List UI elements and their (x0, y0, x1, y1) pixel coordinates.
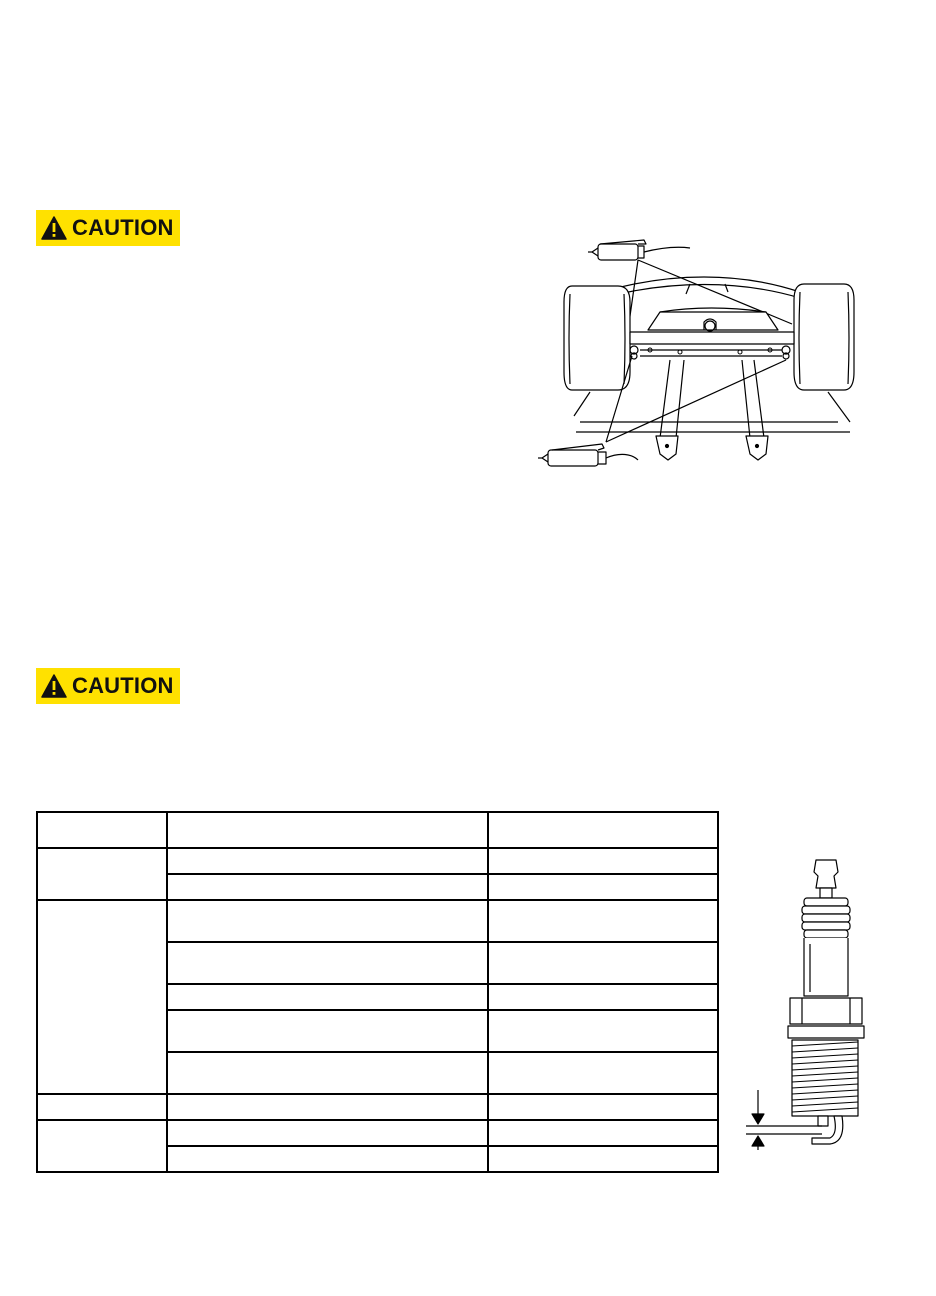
table-cell (488, 874, 718, 900)
table-row (37, 1094, 718, 1120)
caution-text: CAUTION (72, 215, 174, 240)
table-cell (167, 1146, 488, 1172)
table-cell (488, 1052, 718, 1094)
table-group-cell (37, 1094, 167, 1120)
table-cell (488, 984, 718, 1010)
warning-triangle-icon (41, 216, 67, 240)
table-group-cell (37, 848, 167, 900)
specification-table (36, 811, 719, 1173)
right-tire (794, 284, 854, 390)
table-cell (167, 874, 488, 900)
spark-plug-figure (738, 852, 868, 1156)
table-row (37, 848, 718, 874)
table-cell (488, 848, 718, 874)
table-cell (488, 1094, 718, 1120)
table-header-row (37, 812, 718, 848)
warning-triangle-icon (41, 674, 67, 698)
table-group-cell (37, 900, 167, 1094)
grease-gun-bottom-icon (538, 444, 638, 466)
caution-label (36, 668, 180, 704)
caution-label (36, 210, 180, 246)
table-header-cell (167, 812, 488, 848)
table-header-cell (37, 812, 167, 848)
table-group-cell (37, 1120, 167, 1172)
table-cell (167, 1010, 488, 1052)
table-cell (488, 1120, 718, 1146)
table-cell (167, 942, 488, 984)
table-cell (488, 1010, 718, 1052)
table-header-cell (488, 812, 718, 848)
table-row (37, 1120, 718, 1146)
table-cell (167, 984, 488, 1010)
left-tire (564, 286, 630, 390)
table-cell (167, 1094, 488, 1120)
table-row (37, 900, 718, 942)
table-cell (167, 900, 488, 942)
cart-undercarriage-figure (520, 232, 870, 472)
gap-arrows-icon (752, 1090, 764, 1150)
table-cell (167, 1052, 488, 1094)
table-cell (167, 848, 488, 874)
grease-gun-top-icon (588, 240, 690, 260)
table-cell (488, 942, 718, 984)
insulator-ribs (802, 898, 850, 938)
table-cell (488, 900, 718, 942)
caution-text: CAUTION (72, 673, 174, 698)
table-cell (488, 1146, 718, 1172)
table-cell (167, 1120, 488, 1146)
